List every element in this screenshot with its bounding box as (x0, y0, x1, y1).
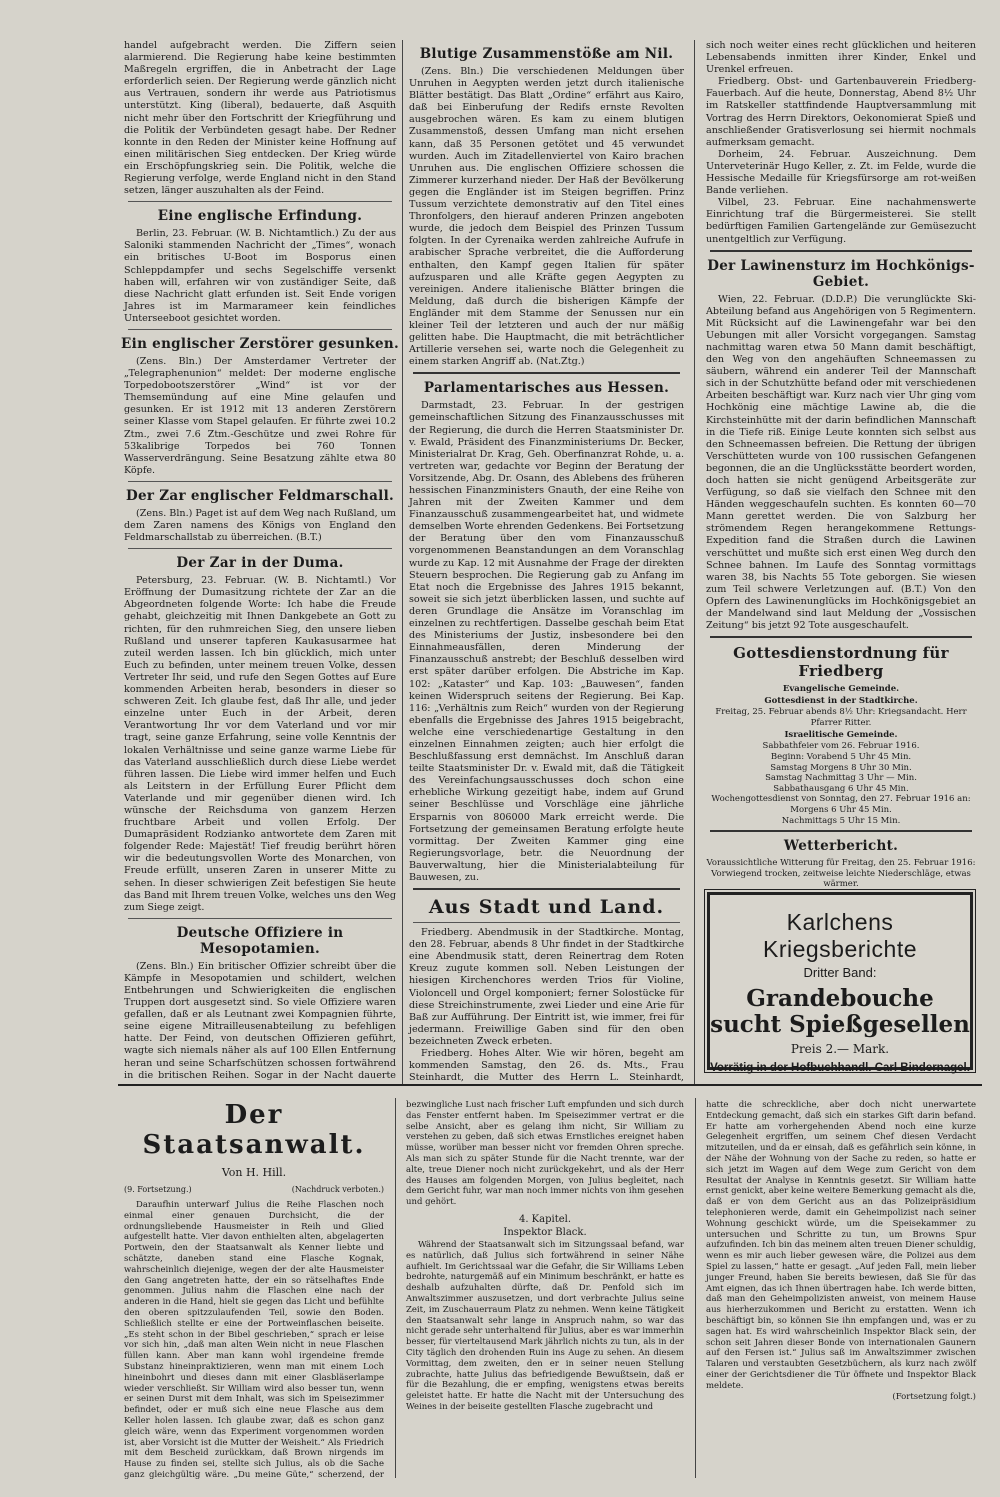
article-text: (Zens. Bln.) Paget ist auf dem Weg nach Rußland, um dem Zaren namens des Königs von England den Feldmarschallstab zu überreichen. (B.T.) (124, 507, 396, 544)
headline-nil: Blutige Zusammenstöße am Nil. (419, 46, 674, 62)
serial-meta (124, 1185, 384, 1194)
schedule-line: Beginn: Vorabend 5 Uhr 45 Min. (770, 752, 912, 762)
article-text: (Zens. Bln.) Die verschiedenen Meldungen über Unruhen in Aegypten werden jetzt durch italienische Blätter bestätigt. Das Blatt „Ordine“ erfährt aus Kairo, daß bei Einberufung der Redifs ernste Revolten ausgebrochen wären. Es kam zu einem blutigen Zusammenstoß, dessen Umfang man nicht ersehen kann, daß 35 Personen getötet und 45 verwundet wurden. Auch im Zitadellenviertel von Kairo brachen Unruhen aus. Die englischen Offiziere schossen die Zimmerer kurzerhand nieder. Der Haß der Bevölkerung gegen die Engländer ist im Steigen begriffen. Prinz Tussum verzichtete demonstrativ auf den Titel eines Thronfolgers, den hierauf anderen Prinzen angeboten wurde, die jedoch dem Beispiel des Prinzen Tussum folgten. In der Cyrenaika werden zahlreiche Aufrufe in arabischer Sprache verbreitet, die die Aufforderung enthalten, den Kampf gegen Italien für später aufzusparen und alle Kräfte gegen Aegypten zu vereinigen. Andere italienische Blätter bringen die Meldung, daß durch die bisherigen Kämpfe der Engländer mit dem Stamme der Senussen nur ein kleiner Teil der letzteren und auch der nur mäßig gelitten habe. Die Hauptmacht, die mit beträchtlicher Artillerie versehen sei, warte noch die Gelegenheit zu einem starken Angriff ab. (Nat.Ztg.) (409, 66, 684, 368)
headline-lawinensturz: Der Lawinensturz im Hochkönigs-Gebiet. (707, 257, 975, 290)
headline-wetterbericht: Wetterbericht. (783, 838, 899, 855)
ad-price: Preis 2.— Mark. (790, 1042, 890, 1056)
article-continuation: handel aufgebracht werden. Die Ziffern seien alarmierend. Die Regierung habe keine bestimmten Maßregeln ergriffen, die in Anbetracht der Lage erforderlich seien. Der Regierung werde gänzlich nicht aus Vertrauen, sondern ihr werde aus Patriotismus unterstützt. King (liberal), bedauerte, daß Asquith nicht mehr über den Fortschritt der Kriegführung und die Politik der Verbündeten gesagt habe. Der Redner konnte in den Reden der Minister keine Hoffnung auf einen militärischen Sieg entdecken. Der Krieg würde ein Erschöpfungskrieg sein. Die Politik, welche die Regierung verfolge, werde England nicht in den Stand setzen, länger auszuhalten als der Feind. (124, 40, 396, 197)
divider (128, 201, 392, 202)
article-text: Petersburg, 23. Februar. (W. B. Nichtamtl.) Vor Eröffnung der Dumasitzung richtete der Zar an die Abgeordneten folgende Worte: Ich habe die Freude gehabt, gleichzeitig mit Ihnen Dankgebete an Gott zu richten, für den ruhmreichen Sieg, den unsere lieben Rußland und unserer tapferen Kaukasusarmee hat zuteil werden lassen. Ich bin glücklich, mich unter Euch zu befinden, unter meinem treuen Volke, dessen Vertreter Ihr seid, und rufe den Segen Gottes auf Eure kommenden Arbeiten herab, besonders in dieser so schweren Zeit. Ich glaube fest, daß Ihr alle, und jeder einzelne unter Euch in der Arbeit, deren Verantwortung Ihr vor dem Vaterland und vor mir tragt, seine ganze Erfahrung, seine volle Kenntnis der lokalen Verhältnisse und seine ganze warme Liebe für das Vaterland ausschließlich durch diese Liebe werdet führen lassen. Die Liebe wird immer helfen und Euch als Leitstern in der Erfüllung Eurer Pflicht dem Vaterlande und mir gegenüber dienen wird. Ich wünsche der Reichsduma von ganzem Herzen fruchtbare Arbeit und vollen Erfolg. Der Dumapräsident Rodzianko antwortete dem Zaren mit folgender Rede: Majestät! Tief freudig berührt hören wir die bedeutungsvollen Worte des Monarchen, von Freude erfüllt, unseren Zaren in unserer Mitte zu sehen. In dieser schwierigen Zeit befestigen Sie heute das Band mit Ihrem treuen Volke, welches uns den Weg zum Siege zeigt. (124, 575, 396, 913)
headline-englische-erfindung: Eine englische Erfindung. (157, 208, 363, 225)
headline-mesopotamien: Deutsche Offiziere in Mesopotamien. (176, 924, 344, 957)
continuation-note: (Fortsetzung folgt.) (892, 1391, 976, 1402)
serial-text: bezwingliche Lust nach frischer Luft empfunden und sich durch das Fenster entfernt haben. Im Speisezimmer vertrat er die selbe Ansicht, aber es gelang ihm nicht, Sir William zu verstehen zu geben, daß sich etwas Ernstliches ereignet haben müsse, worüber man besser nicht vor fremden Ohren spreche. Als man sich zu später Stunde für die Nacht trennte, war der alte, treue Diener noch nicht zurückgekehrt, und als der Herr des Hauses am folgenden Morgen, von Julius begleitet, nach dem Gericht fuhr, war man noch immer nichts von ihm gesehen und gehört. (406, 1100, 684, 1208)
article-text: Dorheim, 24. Februar. Auszeichnung. Dem Unterveterinär Hugo Keller, z. Zt. im Felde, wurde die Hessische Medaille für Kriegsfürsorge am rot-weißen Bande verliehen. (706, 148, 976, 197)
column-1 (118, 40, 402, 1082)
ad-seller: Vorrätig in der Hofbuchhandl. Carl Bindernagel. (710, 1062, 970, 1074)
schedule-subheading: Gottesdienst in der Stadtkirche. (764, 696, 918, 707)
divider (128, 329, 392, 330)
chapter-number: 4. Kapitel. (518, 1213, 572, 1225)
schedule-line: Samstag Nachmittag 3 Uhr — Min. (765, 773, 917, 784)
divider (413, 372, 680, 374)
divider (710, 636, 972, 638)
divider (710, 830, 972, 832)
serial-author: Von H. Hill. (221, 1166, 287, 1179)
article-text: Berlin, 23. Februar. (W. B. Nichtamtlich.) Zu der aus Saloniki stammenden Nachricht der „Times“, wonach ein britisches U-Boot im Bosporus einen Schleppdampfer und sechs Segelschiffe versenkt haben will, erfahren wir von zuständiger Seite, daß diese Nachricht glatt erfunden ist. Seit Ende vorigen Jahres ist im Marmarameer kein feindliches Unterseeboot gesichtet worden. (124, 228, 396, 324)
serial-novel-section (118, 1088, 982, 1483)
divider (413, 922, 680, 923)
serial-column-1 (118, 1100, 390, 1480)
headline-gottesdienstordnung: Gottesdienstordnung für Friedberg (733, 644, 949, 681)
installment-number: (9. Fortsetzung.) (124, 1185, 192, 1194)
serial-title: Der Staatsanwalt. (142, 1100, 366, 1160)
ad-book-title: Grandebouche (746, 985, 934, 1012)
schedule-line: Wochengottesdienst von Sonntag, den 27. Februar 1916 an: (711, 794, 971, 805)
divider (128, 481, 392, 482)
ad-title: Karlchens Kriegsberichte (762, 909, 918, 962)
article-text: Darmstadt, 23. Februar. In der gestrigen gemeinschaftlichen Sitzung des Finanzausschusses mit der Regierung, die durch die Herren Staatsminister Dr. v. Ewald, Präsident des Finanzministeriums Dr. Becker, Ministerialrat Dr. Krag, Geh. Oberfinanzrat Rohde, u. a. vertreten war, gedachte vor Beginn der Beratung der Vorsitzende, Abg. Dr. Osann, des Ablebens des früheren hessischen Finanzministers Gnauth, der eine Reihe von Jahren mit der Zweiten Kammer und dem Finanzausschuß zusammengearbeitet hat, und widmete demselben Worte ehrenden Gedenkens. Bei Fortsetzung der Beratung über den vom Finanzausschuß vorgenommenen Beanstandungen an dem Voranschlag wurde zu Kap. 12 mit Ausnahme der Frage der direkten Steuern besprochen. Die Regierung gab zu Anfang im Etat noch die Ergebnisse des Jahres 1915 bekannt, soweit sie sich jetzt überblicken lassen, und suchte auf deren Grundlage die Ansätze im Voranschlag im einzelnen zu rechtfertigen. Dasselbe geschah beim Etat des Ministeriums der Justiz, insbesondere bei den Einnahmeausfällen, deren Minderung der Finanzausschuß anstrebt; der Beschluß desselben wird erst später darüber erfolgen. Die Abstriche im Kap. 102: „Kataster“ und Kap. 103: „Bauwesen“, fanden keinen Widerspruch seitens der Regierung. Bei Kap. 116: „Verhältnis zum Reich“ wurden von der Regierung ebenfalls die Ergebnisse des Jahres 1915 beigebracht, welche eine verschiedenartige Gestaltung in den einzelnen Einnahmen zeigten; auch hier erfolgt die Beschlußfassung erst demnächst. Im Anschluß daran teilte Staatsminister Dr. v. Ewald mit, daß die Tätigkeit des Vereinfachungsausschusses doch schon eine erhebliche Wirkung gezeitigt habe, indem auf Grund seiner Beschlüsse und Vorschläge eine jährliche Ersparnis von 806000 Mark erreicht werde. Die Fortsetzung der gemeinsamen Beratung erfolgte heute vormittag. Der Zweiten Kammer ging eine Regierungsvorlage, betr. die Neuordnung der Bauverwaltung, hier die Ministerialabteilung für Bauwesen, zu. (409, 400, 684, 883)
divider (128, 918, 392, 919)
article-text: Friedberg. Abendmusik in der Stadtkirche. Montag, den 28. Februar, abends 8 Uhr findet in der Stadtkirche eine Abendmusik statt, deren Reinertrag dem Roten Kreuz zugute kommen soll. Neben Leistungen der hiesigen Kirchenchores werden Trios für Violine, Violoncell und Orgel komponiert; ferner Solostücke für diese Streichinstrumente, zwei Lieder und eine Arie für Baß zur Aufführung. Der Eintritt ist, wie immer, frei für jedermann. Freiwillige Gaben sind für den oben bezeichneten Zweck erbeten. (409, 927, 684, 1047)
article-text: Vilbel, 23. Februar. Eine nachahmenswerte Einrichtung traf die Bürgermeisterei. Sie stellt bedürftigen Familien Gartengelände zur Gemüsezucht unentgeltlich zur Verfügung. (706, 197, 976, 245)
headline-zar-feldmarschall: Der Zar englischer Feldmarschall. (125, 487, 395, 504)
column-rule (694, 40, 695, 1085)
column-rule (695, 1098, 696, 1478)
schedule-line: Samstag Morgens 8 Uhr 30 Min. (770, 762, 912, 773)
article-text: (Zens. Bln.) Ein britischer Offizier schreibt über die Kämpfe in Mesopotamien und schildert, welchen Entbehrungen und Schwierigkeiten die englischen Truppen dort ausgesetzt sind. So viele Offiziere waren gefallen, daß er als Leutnant zwei Kompagnien führte, seine eigene Mitrailleusenabteilung zu befehligen hatte. Der Feind, von deutschen Offizieren geführt, wagte sich niemals näher als auf 100 Ellen Entfernung heran und seine Scharfschützen schossen fortwährend in die britischen Reihen. Sogar in der Nacht dauerte (124, 960, 396, 1081)
article-continuation: sich noch weiter eines recht glücklichen und heiteren Lebensabends inmitten ihrer Kinder, Enkel und Urenkel erfreuen. (706, 40, 976, 76)
column-rule (395, 1098, 396, 1478)
service-schedule (706, 684, 976, 826)
schedule-line: Sabbathfeier vom 26. Februar 1916. (762, 741, 920, 752)
serial-text: Während der Staatsanwalt sich im Sitzungssaal befand, war es natürlich, daß Julius sich fortwährend in seiner Nähe aufhielt. Im Gerichtssaal war die Gefahr, die Sir Williams Leben bedrohte, naturgemäß auf ein Minimum beschränkt, er hatte es deshalb aufzuhalten dürfte, daß Dr. Penfold sich im Anwaltszimmer auszusetzen, und dort verbrachte Julius seine Zeit, im Zuschauerraum Platz zu nehmen. Wenn keine Tätigkeit den Staatsanwalt sehr lange in Anspruch nahm, so war das nicht gerade sehr unterhaltend für Julius, aber es war immerhin besser, für vierteltausend Mark jährlich nichts zu tun, als in der City täglich den drohenden Ruin ins Auge zu sehen. An diesem Vormittag, dem zweiten, den er in seiner neuen Stellung zubrachte, hatte Julius das befriedigende Bewußtsein, daß er für die Bezahlung, die er empfing, wenigstens etwas bereits geleistet hatte. Er hatte die Nacht mit der Untersuchung des Weines in der beiseite gestellten Flasche zugebracht und (406, 1239, 684, 1412)
divider (710, 250, 972, 252)
weather-report (706, 858, 976, 890)
column-2 (403, 40, 690, 1082)
schedule-line: Sabbathausgang 6 Uhr 45 Min. (773, 783, 909, 794)
copyright-notice: (Nachdruck verboten.) (291, 1185, 384, 1194)
section-title-stadt-land: Aus Stadt und Land. (428, 896, 665, 919)
schedule-line: Morgens 6 Uhr 45 Min. (790, 804, 892, 815)
serial-text: hatte die schreckliche, aber doch nicht unerwartete Entdeckung gemacht, daß sich ein starkes Gift darin befand. Er hatte am vorhergehenden Abend noch eine kurze Gelegenheit ergriffen, um seinem Chef diesen Verdacht mitzuteilen, und da er einsah, daß es gefährlich sein könne, in der Nähe der Wohnung von der Sache zu reden, so hatte er sich jetzt im Wagen auf dem Wege zum Gericht von dem Resultat der Analyse in Kenntnis gesetzt. Sir William hatte ernst genickt, aber keine weitere Bemerkung gemacht als die, daß er von dem Gericht aus an das Polizeipräsidium telephonieren werde, damit ein Geheimpolizist nach seiner Wohnung geschickt würde, um die Speisekammer zu untersuchen und Schritte zu tun, um Browns Spur aufzufinden. Ich bin das meinem alten treuen Diener schuldig, wenn es mir auch lieber gewesen wäre, die Polizei aus dem Spiel zu lassen,“ hatte er gesagt. „Auf jeden Fall, mein lieber junger Freund, haben Sie bereits bewiesen, daß Sie für das Amt eignen, das ich Ihnen übertragen habe. Ich werde bitten, daß man den Geheimpolizisten anweist, von meinem Hause aus hierherzukommen und Bericht zu erstatten. Wenn ich beschäftigt bin, so können Sie ihn empfangen und, was er zu sagen hat. Es wird wahrscheinlich Inspektor Black sein, der schon seit Jahren dieser Bonde von internationalen Gaunern auf den Fersen ist.“ Julius saß im Anwaltszimmer zwischen Talaren und verstaubten Gesetzbüchern, als kurz nach zwölf einer der Gerichtsdiener die Tür öffnete und Inspektor Black meldete. (706, 1100, 976, 1391)
article-text: (Zens. Bln.) Der Amsterdamer Vertreter der „Telegraphenunion“ meldet: Der moderne englische Torpedobootszerstörer „Wind“ ist vor der Themsemündung auf eine Mine gelaufen und gesunken. Er ist 1912 mit 13 anderen Zerstörern seiner Klasse vom Stapel gelaufen. Er führte zwei 10.2 Ztm., zwei 7.6 Ztm.-Geschütze und zwei Rohre für 53kalibrige Torpedos bei 760 Tonnen Wasserverdrängung. Seine Besatzung zählte etwa 80 Köpfe. (124, 355, 396, 476)
weather-line: Voraussichtliche Witterung für Freitag, den 25. Februar 1916: (706, 858, 976, 869)
headline-zerstoerer: Ein englischer Zerstörer gesunken. (121, 335, 399, 352)
divider (413, 888, 680, 890)
headline-zar-duma: Der Zar in der Duma. (176, 555, 344, 572)
weather-line: Vorwiegend trocken, zeitweise leichte Niederschläge, etwas wärmer. (711, 868, 971, 890)
schedule-heading: Evangelische Gemeinde. (782, 684, 900, 695)
article-text: Friedberg. Hohes Alter. Wie wir hören, begeht am kommenden Samstag, den 26. ds. Mts., Frau Steinhardt, die Mutter des Herrn L. Steinhardt, (409, 1048, 684, 1082)
article-text: Wien, 22. Februar. (D.D.P.) Die verunglückte Ski-Abteilung befand aus Angehörigen von 5 Regimentern. Mit Rücksicht auf die Lawinengefahr war bei den Uebungen mit aller Vorsicht vorgegangen. Samstag nachmittag waren etwa 50 Mann damit beschäftigt, den Weg von den angehäuften Schneemassen zu säubern, während ein anderer Teil der Mannschaft sich in der Schutzhütte befand oder mit verschiedenen Arbeiten beschäftigt war. Kurz nach vier Uhr ging vom Hochkönig eine mächtige Lawine ab, die die Kirchsteinhütte mit der darin befindlichen Mannschaft in die Tiefe riß. Einige Leute konnten sich selbst aus den Schneemassen befreien. Die Rettung der übrigen Verschütteten wurde von 100 russischen Gefangenen begonnen, die an die Unglücksstätte beordert worden, doch hatten sie nicht genügend Arbeitsgeräte zur Verfügung, so daß sie vielfach den Schnee mit den Händen weggeschaufeln suchten. Es konnten 60—70 Mann gerettet werden. Die von Salzburg her strömendem Regen herangekommene Rettungs-Expedition fand die Straßen durch die Lawinen verschüttet und mußte sich erst einen Weg durch den Schnee bahnen. Im Laufe des Sonntag vormittags waren 38, bis Nachts 55 Tote geborgen. Sie wiesen zum Teil schwere Verletzungen auf. (B.T.) Von den Opfern des Lawinenunglücks im Hochkönigsgebiet an der Mandelwand sind laut Meldung der „Vossischen Zeitung“ bis jetzt 92 Tote ausgeschaufelt. (706, 293, 976, 632)
serial-column-2 (400, 1100, 690, 1480)
schedule-line: Nachmittags 5 Uhr 15 Min. (781, 815, 901, 826)
feuilleton-rule (118, 1084, 982, 1086)
ad-volume: Dritter Band: (803, 965, 877, 980)
divider (128, 548, 392, 549)
headline-hessen: Parlamentarisches aus Hessen. (423, 380, 670, 397)
serial-column-3 (700, 1100, 982, 1480)
chapter-title: Inspektor Black. (503, 1226, 587, 1238)
schedule-line: Freitag, 25. Februar abends 8½ Uhr: Kriegsandacht. Herr Pfarrer Ritter. (715, 707, 967, 728)
serial-text: Daraufhin unterwarf Julius die Reihe Flaschen noch einmal einer genauen Durchsicht, die der ordnungsliebende Hausmeister in Reih und Glied aufgestellt hatte. Vier davon enthielten alten, abgelagerten Portwein, den der Staatsanwalt als Kenner liebte und schätzte, daneben stand eine Flasche Kognak, wahrscheinlich diejenige, wegen der der alte Hausmeister den Gang angetreten hatte, der ein so rätselhaftes Ende genommen. Julius nahm die Flaschen eine nach der anderen in die Hand, hielt sie gegen das Licht und befühlte den oberen spitzzulaufenden Teil, sowie den Boden. Schließlich stellte er eine der Portweinflaschen beiseite. „Es steht schon in der Bibel geschrieben,“ sprach er leise vor sich hin, „daß man alten Wein nicht in neue Flaschen füllen kann. Aber man kann wohl irgendeine fremde Substanz hineinpraktizieren, wenn man mit einem Loch hineinbohrt und dieses dann mit einer Glasbläserlampe wieder verschließt. Sir William wird also besser tun, wenn er seinen Durst mit dem Inhalt, was sich im Speisezimmer befindet, oder er muß sich eine neue Flasche aus dem Keller holen lassen. Ich glaube zwar, daß es schon ganz gleich wäre, wenn das Experiment vorgenommen worden ist, aber Vorsicht ist die Mutter der Weisheit.“ Als Friedrich mit dem Bescheid zurückkam, daß Brown nirgends im Hause zu finden sei, stellte sich Julius, als ob die Sache ganz gleichgültig wäre. „Du meine Güte,“ scherzend, der (124, 1200, 384, 1480)
article-text: Friedberg. Obst- und Gartenbauverein Friedberg-Fauerbach. Auf die heute, Donnerstag, Abend 8½ Uhr im Ratskeller stattfindende Hauptversammlung mit Vortrag des Herrn Direktors, Oekonomierat Spieß und anschließender Gratisverlosung sei hiermit nochmals aufmerksam gemacht. (706, 76, 976, 148)
book-advertisement (707, 892, 973, 1074)
ad-book-subtitle: sucht Spießgesellen (710, 1011, 970, 1038)
schedule-heading: Israelitische Gemeinde. (784, 730, 898, 741)
